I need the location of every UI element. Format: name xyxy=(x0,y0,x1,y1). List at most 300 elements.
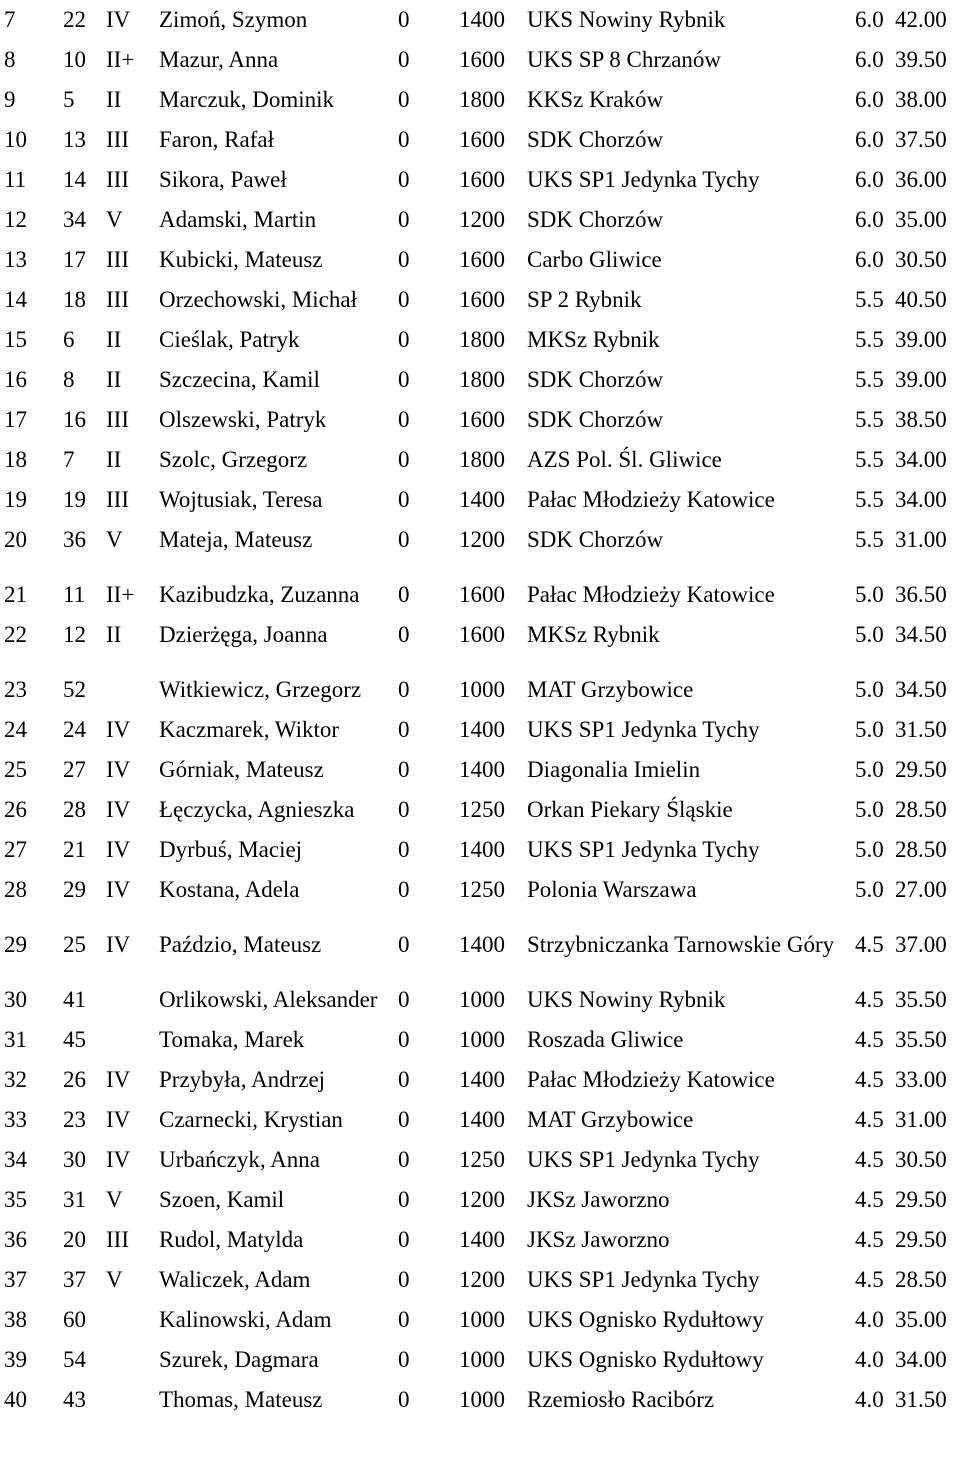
federation-cell: 0 xyxy=(398,797,410,822)
category-cell: III xyxy=(106,127,129,152)
category-cell xyxy=(106,1380,158,1420)
player-name-cell: Olszewski, Patryk xyxy=(159,407,327,432)
tiebreak-cell: 37.00 xyxy=(895,932,947,957)
table-row xyxy=(0,480,960,520)
tiebreak-cell: 38.00 xyxy=(895,87,947,112)
player-name-cell: Cieślak, Patryk xyxy=(159,327,300,352)
club-cell: Strzybniczanka Tarnowskie Góry xyxy=(527,932,835,957)
start-number-cell: 25 xyxy=(63,932,86,957)
points-cell: 4.5 xyxy=(855,1067,884,1092)
club-cell: SDK Chorzów xyxy=(527,527,664,552)
start-number-cell: 20 xyxy=(63,1227,86,1252)
table-row xyxy=(0,790,960,830)
tiebreak-cell: 28.50 xyxy=(895,837,947,862)
start-number-cell: 43 xyxy=(63,1387,86,1412)
category-cell: II xyxy=(106,87,122,112)
category-cell: IV xyxy=(106,877,131,902)
category-cell: III xyxy=(106,287,129,312)
tiebreak-cell: 28.50 xyxy=(895,797,947,822)
tiebreak-cell: 35.00 xyxy=(895,207,947,232)
federation-cell: 0 xyxy=(398,677,410,702)
club-cell: UKS SP1 Jedynka Tychy xyxy=(527,1147,760,1172)
category-cell xyxy=(106,1020,158,1060)
place-cell: 29 xyxy=(4,932,27,957)
start-number-cell: 26 xyxy=(63,1067,86,1092)
category-cell: V xyxy=(106,527,123,552)
start-number-cell: 10 xyxy=(63,47,86,72)
federation-cell: 0 xyxy=(398,1187,410,1212)
start-number-cell: 14 xyxy=(63,167,86,192)
player-name-cell: Mateja, Mateusz xyxy=(159,527,313,552)
club-cell: Rzemiosło Racibórz xyxy=(527,1387,715,1412)
club-cell: MKSz Rybnik xyxy=(527,622,660,647)
table-row xyxy=(0,520,960,560)
tiebreak-cell: 39.50 xyxy=(895,47,947,72)
player-name-cell: Szurek, Dagmara xyxy=(159,1347,319,1372)
federation-cell: 0 xyxy=(398,47,410,72)
points-cell: 5.5 xyxy=(855,527,884,552)
tiebreak-cell: 30.50 xyxy=(895,247,947,272)
federation-cell: 0 xyxy=(398,327,410,352)
table-row xyxy=(0,1260,960,1300)
club-cell: MAT Grzybowice xyxy=(527,1107,694,1132)
club-cell: UKS SP1 Jedynka Tychy xyxy=(527,1267,760,1292)
federation-cell: 0 xyxy=(398,247,410,272)
rating-cell: 1200 xyxy=(459,527,505,552)
club-cell: UKS Nowiny Rybnik xyxy=(527,987,726,1012)
player-name-cell: Kazibudzka, Zuzanna xyxy=(159,582,360,607)
club-cell: Roszada Gliwice xyxy=(527,1027,684,1052)
club-cell: Pałac Młodzieży Katowice xyxy=(527,487,775,512)
points-cell: 6.0 xyxy=(855,87,884,112)
start-number-cell: 12 xyxy=(63,622,86,647)
place-cell: 26 xyxy=(4,797,27,822)
rating-cell: 1600 xyxy=(459,287,505,312)
category-cell: IV xyxy=(106,1067,131,1092)
start-number-cell: 22 xyxy=(63,7,86,32)
place-cell: 32 xyxy=(4,1067,27,1092)
rating-cell: 1000 xyxy=(459,677,505,702)
table-row xyxy=(0,440,960,480)
rating-cell: 1250 xyxy=(459,1147,505,1172)
federation-cell: 0 xyxy=(398,527,410,552)
club-cell: UKS Ognisko Rydułtowy xyxy=(527,1347,764,1372)
tiebreak-cell: 35.50 xyxy=(895,987,947,1012)
club-cell: Pałac Młodzieży Katowice xyxy=(527,582,775,607)
start-number-cell: 17 xyxy=(63,247,86,272)
federation-cell: 0 xyxy=(398,1267,410,1292)
player-name-cell: Łęczycka, Agnieszka xyxy=(159,797,355,822)
place-cell: 7 xyxy=(4,7,16,32)
tiebreak-cell: 34.00 xyxy=(895,487,947,512)
tiebreak-cell: 31.00 xyxy=(895,1107,947,1132)
federation-cell: 0 xyxy=(398,447,410,472)
player-name-cell: Przybyła, Andrzej xyxy=(159,1067,326,1092)
player-name-cell: Adamski, Martin xyxy=(159,207,317,232)
points-cell: 6.0 xyxy=(855,127,884,152)
category-cell: V xyxy=(106,207,123,232)
federation-cell: 0 xyxy=(398,167,410,192)
points-cell: 4.5 xyxy=(855,1147,884,1172)
rating-cell: 1400 xyxy=(459,1107,505,1132)
player-name-cell: Szolc, Grzegorz xyxy=(159,447,308,472)
federation-cell: 0 xyxy=(398,367,410,392)
category-cell: V xyxy=(106,1187,123,1212)
rating-cell: 1400 xyxy=(459,717,505,742)
category-cell: II xyxy=(106,622,122,647)
points-cell: 6.0 xyxy=(855,47,884,72)
place-cell: 38 xyxy=(4,1307,27,1332)
place-cell: 20 xyxy=(4,527,27,552)
rating-cell: 1800 xyxy=(459,87,505,112)
start-number-cell: 24 xyxy=(63,717,86,742)
rating-cell: 1400 xyxy=(459,7,505,32)
category-cell: III xyxy=(106,247,129,272)
rating-cell: 1400 xyxy=(459,487,505,512)
category-cell: IV xyxy=(106,1107,131,1132)
table-row xyxy=(0,870,960,910)
player-name-cell: Thomas, Mateusz xyxy=(159,1387,323,1412)
tiebreak-cell: 34.50 xyxy=(895,622,947,647)
tiebreak-cell: 39.00 xyxy=(895,327,947,352)
place-cell: 35 xyxy=(4,1187,27,1212)
place-cell: 19 xyxy=(4,487,27,512)
tiebreak-cell: 34.50 xyxy=(895,677,947,702)
rating-cell: 1000 xyxy=(459,1307,505,1332)
table-row xyxy=(0,240,960,280)
place-cell: 10 xyxy=(4,127,27,152)
table-row xyxy=(0,360,960,400)
federation-cell: 0 xyxy=(398,207,410,232)
federation-cell: 0 xyxy=(398,287,410,312)
start-number-cell: 34 xyxy=(63,207,86,232)
federation-cell: 0 xyxy=(398,987,410,1012)
federation-cell: 0 xyxy=(398,407,410,432)
table-row xyxy=(0,1140,960,1180)
tiebreak-cell: 30.50 xyxy=(895,1147,947,1172)
federation-cell: 0 xyxy=(398,717,410,742)
player-name-cell: Kalinowski, Adam xyxy=(159,1307,332,1332)
tiebreak-cell: 27.00 xyxy=(895,877,947,902)
points-cell: 4.5 xyxy=(855,1227,884,1252)
federation-cell: 0 xyxy=(398,582,410,607)
player-name-cell: Dzierżęga, Joanna xyxy=(159,622,328,647)
place-cell: 11 xyxy=(4,167,27,192)
tiebreak-cell: 31.00 xyxy=(895,527,947,552)
tiebreak-cell: 34.00 xyxy=(895,1347,947,1372)
category-cell: II xyxy=(106,367,122,392)
club-cell: JKSz Jaworzno xyxy=(527,1227,670,1252)
category-cell: IV xyxy=(106,932,131,957)
club-cell: Carbo Gliwice xyxy=(527,247,662,272)
rating-cell: 1250 xyxy=(459,877,505,902)
table-row xyxy=(0,1340,960,1380)
rating-cell: 1200 xyxy=(459,1187,505,1212)
club-cell: SDK Chorzów xyxy=(527,367,664,392)
table-row xyxy=(0,1060,960,1100)
player-name-cell: Kostana, Adela xyxy=(159,877,300,902)
place-cell: 33 xyxy=(4,1107,27,1132)
club-cell: Pałac Młodzieży Katowice xyxy=(527,1067,775,1092)
category-cell: IV xyxy=(106,757,131,782)
place-cell: 39 xyxy=(4,1347,27,1372)
place-cell: 37 xyxy=(4,1267,27,1292)
tiebreak-cell: 36.50 xyxy=(895,582,947,607)
federation-cell: 0 xyxy=(398,932,410,957)
club-cell: KKSz Kraków xyxy=(527,87,664,112)
tiebreak-cell: 29.50 xyxy=(895,757,947,782)
club-cell: AZS Pol. Śl. Gliwice xyxy=(527,447,722,472)
player-name-cell: Szczecina, Kamil xyxy=(159,367,320,392)
player-name-cell: Urbańczyk, Anna xyxy=(159,1147,320,1172)
federation-cell: 0 xyxy=(398,127,410,152)
points-cell: 5.0 xyxy=(855,677,884,702)
tiebreak-cell: 35.00 xyxy=(895,1307,947,1332)
table-row xyxy=(0,750,960,790)
place-cell: 31 xyxy=(4,1027,27,1052)
tiebreak-cell: 36.00 xyxy=(895,167,947,192)
place-cell: 8 xyxy=(4,47,16,72)
table-row xyxy=(0,615,960,655)
rating-cell: 1000 xyxy=(459,987,505,1012)
tiebreak-cell: 28.50 xyxy=(895,1267,947,1292)
points-cell: 5.5 xyxy=(855,367,884,392)
player-name-cell: Sikora, Paweł xyxy=(159,167,287,192)
place-cell: 14 xyxy=(4,287,27,312)
player-name-cell: Orlikowski, Aleksander xyxy=(159,987,378,1012)
start-number-cell: 29 xyxy=(63,877,86,902)
federation-cell: 0 xyxy=(398,1347,410,1372)
federation-cell: 0 xyxy=(398,757,410,782)
table-row xyxy=(0,1380,960,1420)
category-cell xyxy=(106,1340,158,1380)
club-cell: MAT Grzybowice xyxy=(527,677,694,702)
club-cell: UKS Ognisko Rydułtowy xyxy=(527,1307,764,1332)
club-cell: MKSz Rybnik xyxy=(527,327,660,352)
start-number-cell: 11 xyxy=(63,582,86,607)
start-number-cell: 30 xyxy=(63,1147,86,1172)
rating-cell: 1600 xyxy=(459,582,505,607)
club-cell: SDK Chorzów xyxy=(527,207,664,232)
rating-cell: 1400 xyxy=(459,1227,505,1252)
rating-cell: 1200 xyxy=(459,207,505,232)
player-name-cell: Rudol, Matylda xyxy=(159,1227,304,1252)
player-name-cell: Górniak, Mateusz xyxy=(159,757,324,782)
place-cell: 17 xyxy=(4,407,27,432)
federation-cell: 0 xyxy=(398,87,410,112)
start-number-cell: 41 xyxy=(63,987,86,1012)
place-cell: 12 xyxy=(4,207,27,232)
tiebreak-cell: 38.50 xyxy=(895,407,947,432)
table-row xyxy=(0,1100,960,1140)
table-row xyxy=(0,200,960,240)
place-cell: 34 xyxy=(4,1147,27,1172)
tiebreak-cell: 35.50 xyxy=(895,1027,947,1052)
points-cell: 5.5 xyxy=(855,287,884,312)
place-cell: 13 xyxy=(4,247,27,272)
points-cell: 5.0 xyxy=(855,582,884,607)
tiebreak-cell: 31.50 xyxy=(895,717,947,742)
club-cell: SP 2 Rybnik xyxy=(527,287,642,312)
player-name-cell: Tomaka, Marek xyxy=(159,1027,305,1052)
category-cell: II xyxy=(106,327,122,352)
table-row xyxy=(0,40,960,80)
player-name-cell: Marczuk, Dominik xyxy=(159,87,335,112)
rating-cell: 1800 xyxy=(459,447,505,472)
points-cell: 5.0 xyxy=(855,877,884,902)
place-cell: 27 xyxy=(4,837,27,862)
rating-cell: 1600 xyxy=(459,47,505,72)
place-cell: 21 xyxy=(4,582,27,607)
points-cell: 5.0 xyxy=(855,757,884,782)
rating-cell: 1400 xyxy=(459,757,505,782)
tiebreak-cell: 39.00 xyxy=(895,367,947,392)
table-row xyxy=(0,280,960,320)
start-number-cell: 23 xyxy=(63,1107,86,1132)
start-number-cell: 52 xyxy=(63,677,86,702)
federation-cell: 0 xyxy=(398,1107,410,1132)
federation-cell: 0 xyxy=(398,622,410,647)
points-cell: 5.0 xyxy=(855,837,884,862)
start-number-cell: 19 xyxy=(63,487,86,512)
rating-cell: 1400 xyxy=(459,932,505,957)
player-name-cell: Orzechowski, Michał xyxy=(159,287,357,312)
points-cell: 5.5 xyxy=(855,327,884,352)
category-cell: V xyxy=(106,1267,123,1292)
points-cell: 4.0 xyxy=(855,1307,884,1332)
table-row xyxy=(0,1300,960,1340)
club-cell: Orkan Piekary Śląskie xyxy=(527,797,733,822)
player-name-cell: Waliczek, Adam xyxy=(159,1267,311,1292)
rating-cell: 1250 xyxy=(459,797,505,822)
place-cell: 28 xyxy=(4,877,27,902)
federation-cell: 0 xyxy=(398,1027,410,1052)
table-row xyxy=(0,320,960,360)
category-cell: III xyxy=(106,487,129,512)
start-number-cell: 7 xyxy=(63,447,75,472)
place-cell: 25 xyxy=(4,757,27,782)
points-cell: 6.0 xyxy=(855,167,884,192)
tiebreak-cell: 34.00 xyxy=(895,447,947,472)
place-cell: 18 xyxy=(4,447,27,472)
start-number-cell: 54 xyxy=(63,1347,86,1372)
rating-cell: 1600 xyxy=(459,247,505,272)
category-cell: III xyxy=(106,167,129,192)
rating-cell: 1600 xyxy=(459,407,505,432)
table-row xyxy=(0,160,960,200)
category-cell xyxy=(106,1300,158,1340)
player-name-cell: Paździo, Mateusz xyxy=(159,932,322,957)
points-cell: 4.5 xyxy=(855,1267,884,1292)
federation-cell: 0 xyxy=(398,1387,410,1412)
tiebreak-cell: 40.50 xyxy=(895,287,947,312)
player-name-cell: Dyrbuś, Maciej xyxy=(159,837,303,862)
federation-cell: 0 xyxy=(398,1227,410,1252)
points-cell: 6.0 xyxy=(855,7,884,32)
points-cell: 5.5 xyxy=(855,487,884,512)
start-number-cell: 27 xyxy=(63,757,86,782)
points-cell: 4.5 xyxy=(855,987,884,1012)
rating-cell: 1000 xyxy=(459,1027,505,1052)
player-name-cell: Witkiewicz, Grzegorz xyxy=(159,677,362,702)
category-cell: II+ xyxy=(106,582,135,607)
start-number-cell: 60 xyxy=(63,1307,86,1332)
tiebreak-cell: 42.00 xyxy=(895,7,947,32)
table-row xyxy=(0,1020,960,1060)
place-cell: 40 xyxy=(4,1387,27,1412)
club-cell: UKS SP 8 Chrzanów xyxy=(527,47,722,72)
start-number-cell: 18 xyxy=(63,287,86,312)
player-name-cell: Wojtusiak, Teresa xyxy=(159,487,323,512)
club-cell: UKS Nowiny Rybnik xyxy=(527,7,726,32)
rating-cell: 1400 xyxy=(459,1067,505,1092)
table-row xyxy=(0,0,960,40)
category-cell: II xyxy=(106,447,122,472)
points-cell: 5.0 xyxy=(855,797,884,822)
start-number-cell: 16 xyxy=(63,407,86,432)
rating-cell: 1400 xyxy=(459,837,505,862)
points-cell: 5.5 xyxy=(855,447,884,472)
start-number-cell: 13 xyxy=(63,127,86,152)
place-cell: 9 xyxy=(4,87,16,112)
federation-cell: 0 xyxy=(398,1307,410,1332)
place-cell: 22 xyxy=(4,622,27,647)
start-number-cell: 28 xyxy=(63,797,86,822)
table-row xyxy=(0,120,960,160)
tiebreak-cell: 33.00 xyxy=(895,1067,947,1092)
federation-cell: 0 xyxy=(398,7,410,32)
tiebreak-cell: 29.50 xyxy=(895,1187,947,1212)
tiebreak-cell: 29.50 xyxy=(895,1227,947,1252)
points-cell: 5.5 xyxy=(855,407,884,432)
club-cell: Diagonalia Imielin xyxy=(527,757,701,782)
category-cell: III xyxy=(106,1227,129,1252)
club-cell: UKS SP1 Jedynka Tychy xyxy=(527,717,760,742)
points-cell: 4.0 xyxy=(855,1347,884,1372)
category-cell: IV xyxy=(106,797,131,822)
points-cell: 5.0 xyxy=(855,622,884,647)
points-cell: 4.5 xyxy=(855,1187,884,1212)
category-cell: III xyxy=(106,407,129,432)
club-cell: SDK Chorzów xyxy=(527,127,664,152)
rating-cell: 1800 xyxy=(459,367,505,392)
club-cell: Polonia Warszawa xyxy=(527,877,697,902)
rating-cell: 1800 xyxy=(459,327,505,352)
club-cell: UKS SP1 Jedynka Tychy xyxy=(527,837,760,862)
federation-cell: 0 xyxy=(398,487,410,512)
club-cell: UKS SP1 Jedynka Tychy xyxy=(527,167,760,192)
club-cell: SDK Chorzów xyxy=(527,407,664,432)
club-cell: JKSz Jaworzno xyxy=(527,1187,670,1212)
start-number-cell: 31 xyxy=(63,1187,86,1212)
place-cell: 23 xyxy=(4,677,27,702)
points-cell: 4.5 xyxy=(855,1027,884,1052)
start-number-cell: 37 xyxy=(63,1267,86,1292)
start-number-cell: 45 xyxy=(63,1027,86,1052)
points-cell: 4.0 xyxy=(855,1387,884,1412)
player-name-cell: Szoen, Kamil xyxy=(159,1187,285,1212)
table-row xyxy=(0,710,960,750)
rating-cell: 1600 xyxy=(459,622,505,647)
rating-cell: 1600 xyxy=(459,167,505,192)
tiebreak-cell: 31.50 xyxy=(895,1387,947,1412)
start-number-cell: 8 xyxy=(63,367,75,392)
category-cell: IV xyxy=(106,837,131,862)
category-cell: IV xyxy=(106,7,131,32)
points-cell: 6.0 xyxy=(855,207,884,232)
tiebreak-cell: 37.50 xyxy=(895,127,947,152)
table-row xyxy=(0,80,960,120)
